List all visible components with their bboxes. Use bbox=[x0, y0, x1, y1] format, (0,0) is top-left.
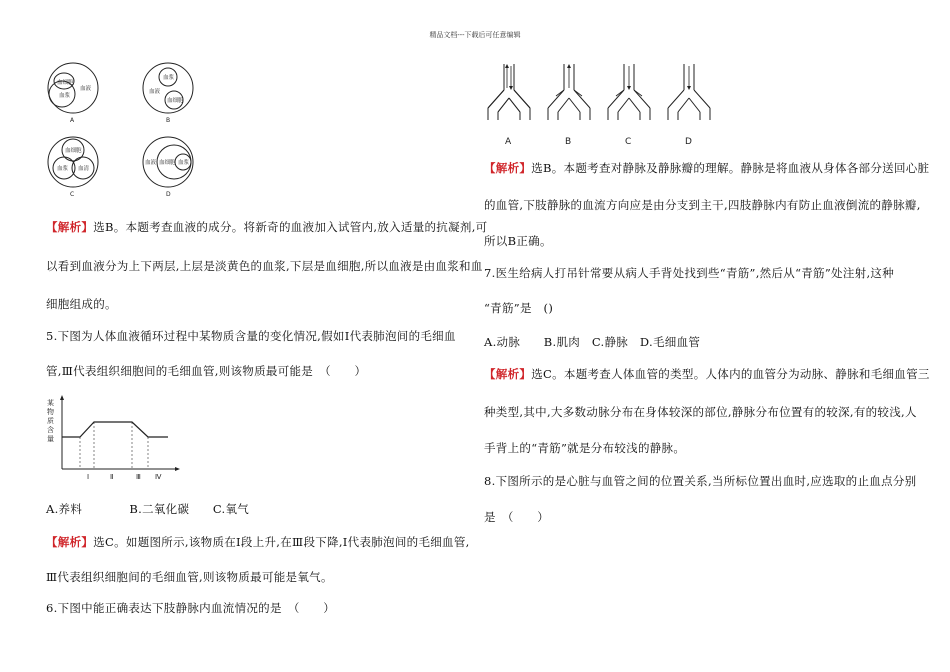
vessel-label-b: B bbox=[565, 137, 572, 147]
q5-line-2: 管,Ⅲ代表组织细胞间的毛细血管,则该物质最可能是 （ ） bbox=[46, 364, 367, 378]
analysis-tag: 【解析】 bbox=[484, 161, 532, 175]
q5-line-1: 5.下图为人体血液循环过程中某物质含量的变化情况,假如Ⅰ代表肺泡间的毛细血 bbox=[46, 329, 456, 343]
diagram-c-item-1: 血细胞 bbox=[65, 148, 82, 154]
diagram-d-label: D bbox=[166, 191, 171, 198]
q5-options: A.养料 B.二氧化碳 C.氧气 bbox=[46, 502, 250, 516]
q6-line-1: 6.下图中能正确表达下肢静脉内血流情况的是 （ ） bbox=[46, 601, 336, 615]
q4-analysis-line-2: 以看到血液分为上下两层,上层是淡黄色的血浆,下层是血细胞,所以血液是由血浆和血 bbox=[46, 259, 483, 273]
diagram-d-item-1: 血液 bbox=[145, 160, 157, 166]
vessel-label-d: D bbox=[685, 137, 692, 147]
vessel-a bbox=[488, 64, 530, 120]
chart-line bbox=[62, 422, 168, 437]
q6-analysis-line-1: 【解析】选B。本题考查对静脉及静脉瓣的理解。静脉是将血液从身体各部分送回心脏 bbox=[484, 161, 930, 175]
chart-ylabel-char-3: 质 bbox=[47, 417, 54, 425]
vein-flow-diagrams bbox=[484, 62, 724, 152]
chart-ylabel-char-2: 物 bbox=[47, 408, 54, 416]
q6-analysis-line-3: 所以B正确。 bbox=[484, 234, 552, 248]
q7-analysis-line-2: 种类型,其中,大多数动脉分布在身体较深的部位,静脉分布位置有的较深,有的较浅,人 bbox=[484, 405, 917, 419]
vessel-c bbox=[608, 64, 650, 120]
diagram-d-item-2: 血细胞 bbox=[159, 160, 176, 166]
diagram-b-item-3: 血细胞 bbox=[167, 98, 184, 104]
page-header: 精品文档---下载后可任意编辑 bbox=[429, 31, 521, 39]
diagram-b-item-1: 血浆 bbox=[163, 75, 175, 81]
diagram-a-item-3: 血液 bbox=[80, 86, 92, 92]
q7-analysis-line-1: 【解析】选C。本题考查人体血管的类型。人体内的血管分为动脉、静脉和毛细血管三 bbox=[484, 367, 930, 381]
vessel-label-c: C bbox=[625, 137, 632, 147]
q6-analysis-line-2: 的血管,下肢静脉的血流方向应是由分支到主干,四肢静脉内有防止血液倒流的静脉瓣, bbox=[484, 198, 921, 212]
chart-guides bbox=[80, 422, 148, 469]
q8-line-2: 是 （ ） bbox=[484, 510, 550, 524]
vessel-b bbox=[548, 64, 590, 120]
chart-ylabel-char-4: 含 bbox=[47, 426, 54, 434]
analysis-tag: 【解析】 bbox=[484, 367, 532, 381]
chart-tick-4: Ⅳ bbox=[155, 473, 162, 481]
chart-tick-3: Ⅲ bbox=[136, 473, 141, 481]
blood-composition-diagrams bbox=[40, 60, 200, 200]
diagram-b-label: B bbox=[166, 117, 171, 124]
q4-analysis-line-3: 细胞组成的。 bbox=[46, 297, 117, 311]
substance-content-chart bbox=[44, 394, 184, 484]
chart-ylabel-char-5: 量 bbox=[47, 435, 54, 443]
q8-line-1: 8.下图所示的是心脏与血管之间的位置关系,当所标位置出血时,应选取的止血点分别 bbox=[484, 474, 917, 488]
diagram-b bbox=[143, 63, 193, 113]
diagram-d-item-3: 血浆 bbox=[178, 160, 190, 166]
diagram-c-item-3: 血清 bbox=[78, 166, 90, 172]
q4-analysis-line-1: 【解析】选B。本题考查血液的成分。将新奇的血液加入试管内,放入适量的抗凝剂,可 bbox=[46, 220, 488, 234]
q5-analysis-line-1: 【解析】选C。如题图所示,该物质在Ⅰ段上升,在Ⅲ段下降,Ⅰ代表肺泡间的毛细血管, bbox=[46, 535, 470, 549]
q5-analysis-line-2: Ⅲ代表组织细胞间的毛细血管,则该物质最可能是氧气。 bbox=[46, 570, 333, 584]
diagram-a-label: A bbox=[70, 117, 75, 124]
diagram-c bbox=[48, 137, 98, 187]
diagram-a-item-1: 血细胞 bbox=[57, 80, 74, 86]
q7-line-1: 7.医生给病人打吊针常要从病人手背处找到些“青筋”,然后从“青筋”处注射,这种 bbox=[484, 266, 894, 280]
diagram-b-item-2: 血液 bbox=[149, 89, 161, 95]
analysis-tag: 【解析】 bbox=[46, 220, 94, 234]
chart-ylabel bbox=[47, 398, 54, 443]
chart-tick-1: Ⅰ bbox=[87, 473, 90, 481]
chart-ylabel-char-1: 某 bbox=[47, 399, 54, 407]
analysis-tag: 【解析】 bbox=[46, 535, 94, 549]
q7-analysis-line-3: 手背上的“青筋”就是分布较浅的静脉。 bbox=[484, 441, 686, 455]
chart-tick-2: Ⅱ bbox=[110, 473, 114, 481]
diagram-a-item-2: 血浆 bbox=[59, 93, 71, 99]
vessel-d bbox=[668, 64, 710, 120]
diagram-c-label: C bbox=[70, 191, 75, 198]
q7-options: A.动脉 B.肌肉 C.静脉 D.毛细血管 bbox=[484, 335, 701, 349]
q7-line-2: “青筋”是 () bbox=[484, 301, 554, 315]
vessel-label-a: A bbox=[505, 137, 512, 147]
chart-x-arrow bbox=[175, 467, 180, 471]
diagram-c-item-2: 血浆 bbox=[57, 166, 69, 172]
chart-y-arrow bbox=[60, 395, 64, 400]
